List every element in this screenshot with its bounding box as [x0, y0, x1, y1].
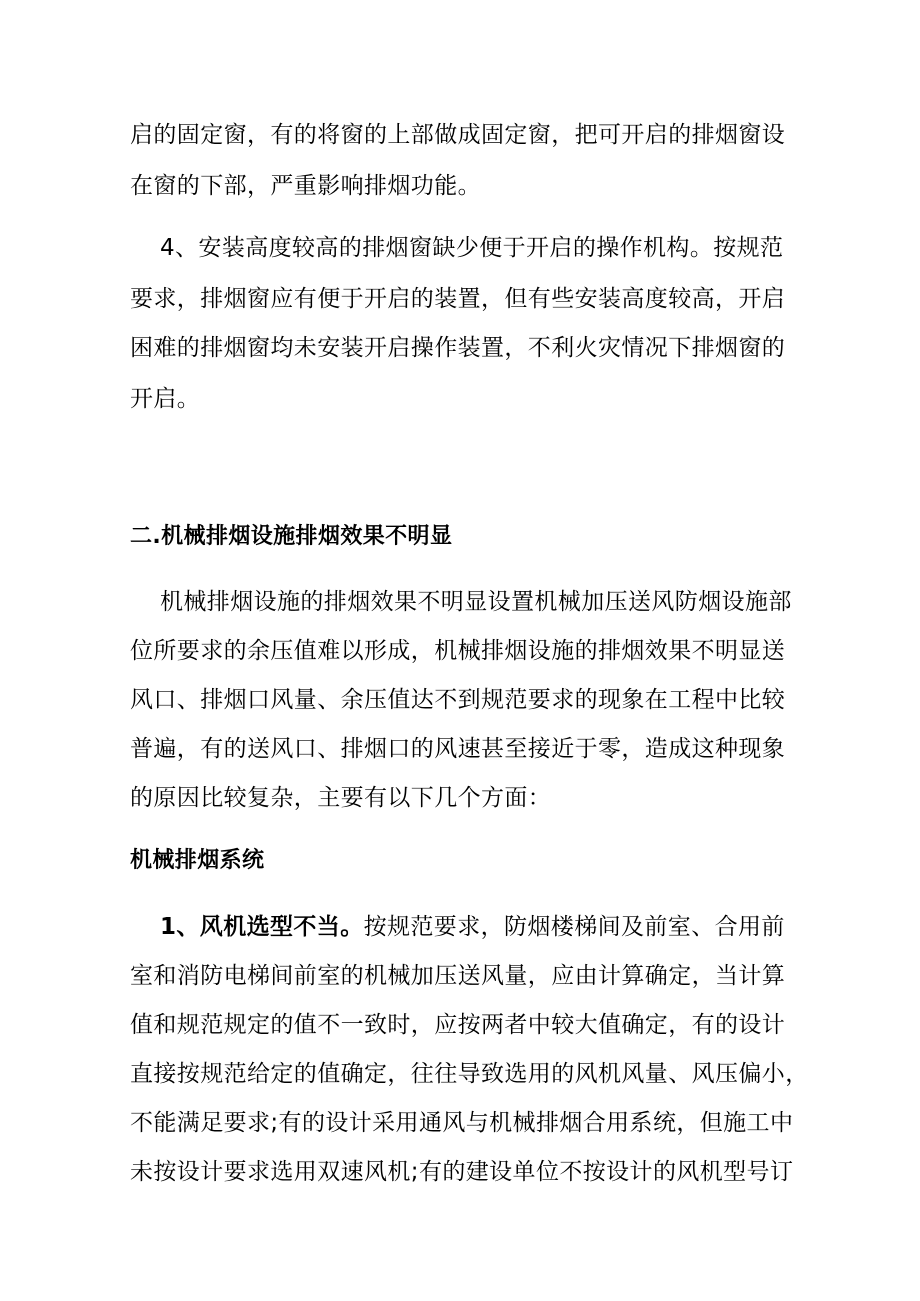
paragraph-line: 普遍，有的送风口、排烟口的风速甚至接近于零，造成这种现象 [130, 736, 786, 762]
paragraph-line [160, 911, 785, 943]
subheading: 机械排烟系统 [130, 848, 265, 873]
paragraph-line: 直接按规范给定的值确定，往往导致选用的风机风量、风压偏小， [130, 1061, 809, 1087]
paragraph-line: 困难的排烟窗均未安装开启操作装置，不利火灾情况下排烟窗的 [130, 335, 786, 361]
paragraph-line: 4、安装高度较高的排烟窗缺少便于开启的操作机构。按规范 [160, 235, 784, 261]
paragraph-line: 机械排烟设施的排烟效果不明显设置机械加压送风防烟设施部 [160, 589, 792, 615]
paragraph-line: 在窗的下部，严重影响排烟功能。 [130, 173, 481, 199]
paragraph-line: 位所要求的余压值难以形成，机械排烟设施的排烟效果不明显送 [130, 638, 786, 664]
paragraph-line: 不能满足要求;有的设计采用通风与机械排烟合用系统，但施工中 [130, 1110, 794, 1136]
paragraph-line: 室和消防电梯间前室的机械加压送风量，应由计算确定，当计算 [130, 963, 786, 989]
paragraph-line: 要求，排烟窗应有便于开启的装置，但有些安装高度较高，开启 [130, 286, 786, 312]
paragraph-line: 未按设计要求选用双速风机;有的建设单位不按设计的风机型号订 [130, 1159, 794, 1185]
item-lead: 1、风机选型不当。 [160, 914, 364, 940]
paragraph-line: 风口、排烟口风量、余压值达不到规范要求的现象在工程中比较 [130, 687, 786, 713]
paragraph-line: 启的固定窗，有的将窗的上部做成固定窗，把可开启的排烟窗设 [130, 122, 786, 148]
section-heading: 二.机械排烟设施排烟效果不明显 [130, 524, 453, 549]
item-lead-rest: 按规范要求，防烟楼梯间及前室、合用前 [363, 914, 785, 940]
paragraph-line: 值和规范规定的值不一致时，应按两者中较大值确定，有的设计 [130, 1012, 786, 1038]
paragraph-line: 的原因比较复杂，主要有以下几个方面： [130, 785, 552, 811]
paragraph-line: 开启。 [130, 386, 201, 412]
